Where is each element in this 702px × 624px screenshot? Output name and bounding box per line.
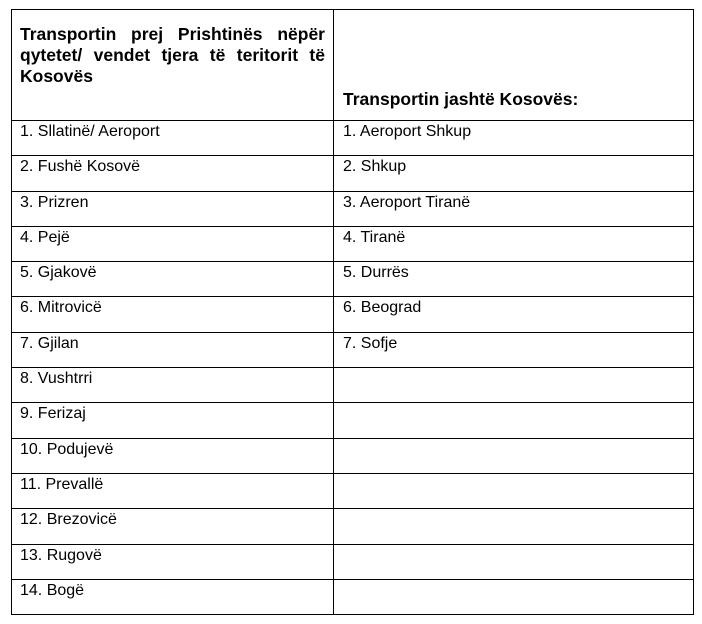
domestic-destination-cell — [12, 579, 334, 614]
table-row — [12, 191, 694, 226]
international-destination-cell — [334, 226, 694, 261]
international-destination — [334, 439, 693, 441]
table-row — [12, 121, 694, 156]
header-cell-right — [334, 10, 694, 121]
international-destination-cell — [334, 156, 694, 191]
table-row — [12, 156, 694, 191]
international-destination — [334, 580, 693, 582]
table-row — [12, 544, 694, 579]
table-row — [12, 579, 694, 614]
international-destination-cell — [334, 438, 694, 473]
international-destination-cell — [334, 544, 694, 579]
table-row — [12, 262, 694, 297]
domestic-destination-cell — [12, 368, 334, 403]
international-destination-cell — [334, 579, 694, 614]
international-destination: 3. Aeroport Tiranë — [343, 193, 471, 211]
domestic-destination-cell — [12, 226, 334, 261]
domestic-destination: 5. Gjakovë — [20, 264, 97, 282]
international-destination: 2. Shkup — [343, 158, 407, 176]
international-destination — [334, 403, 693, 405]
international-destination-cell — [334, 121, 694, 156]
domestic-destination: 14. Bogë — [20, 581, 85, 599]
domestic-destination: 12. Brezovicë — [20, 511, 117, 529]
international-destination: 4. Tiranë — [343, 228, 406, 246]
domestic-destination-cell — [12, 156, 334, 191]
domestic-destination: 6. Mitrovicë — [20, 299, 102, 317]
domestic-destination: 1. Sllatinë/ Aeroport — [20, 123, 160, 140]
domestic-destination: 2. Fushë Kosovë — [20, 158, 141, 176]
domestic-destination-cell — [12, 403, 334, 438]
international-destination: 1. Aeroport Shkup — [343, 123, 472, 140]
table-row — [12, 297, 694, 332]
header-domestic-transport: Transportin prej Prishtinës nëpër qytetet/ vendet tjera të teritorit të Kosovës — [20, 24, 325, 86]
international-destination: 5. Durrës — [343, 264, 409, 282]
domestic-destination: 7. Gjilan — [20, 334, 79, 352]
domestic-destination-cell — [12, 191, 334, 226]
table-row — [12, 332, 694, 367]
domestic-destination: 8. Vushtrri — [20, 370, 93, 388]
international-destination: 7. Sofje — [343, 334, 398, 352]
domestic-destination: 13. Rugovë — [20, 546, 102, 564]
international-destination — [334, 474, 693, 476]
domestic-destination-cell — [12, 297, 334, 332]
domestic-destination: 11. Prevallë — [20, 475, 104, 493]
table-row — [12, 473, 694, 508]
table-row — [12, 509, 694, 544]
table-row — [12, 438, 694, 473]
domestic-destination: 9. Ferizaj — [20, 405, 86, 423]
international-destination: 6. Beograd — [343, 299, 422, 317]
international-destination — [334, 368, 693, 370]
international-destination-cell — [334, 332, 694, 367]
domestic-destination: 4. Pejë — [20, 228, 70, 246]
domestic-destination-cell — [12, 332, 334, 367]
domestic-destination: 10. Podujevë — [20, 440, 114, 458]
table-row — [12, 226, 694, 261]
transport-table — [11, 9, 694, 615]
international-destination-cell — [334, 473, 694, 508]
international-destination — [334, 509, 693, 511]
international-destination — [334, 545, 693, 547]
international-destination-cell — [334, 262, 694, 297]
international-destination-cell — [334, 403, 694, 438]
international-destination-cell — [334, 368, 694, 403]
table-header-row — [12, 10, 694, 121]
domestic-destination-cell — [12, 121, 334, 156]
domestic-destination-cell — [12, 509, 334, 544]
header-cell-left — [12, 10, 334, 121]
domestic-destination-cell — [12, 473, 334, 508]
international-destination-cell — [334, 297, 694, 332]
domestic-destination-cell — [12, 438, 334, 473]
header-international-transport: Transportin jashtë Kosovës: — [343, 89, 579, 109]
domestic-destination-cell — [12, 262, 334, 297]
domestic-destination-cell — [12, 544, 334, 579]
table-row — [12, 368, 694, 403]
table-row — [12, 403, 694, 438]
domestic-destination: 3. Prizren — [20, 193, 89, 211]
international-destination-cell — [334, 191, 694, 226]
international-destination-cell — [334, 509, 694, 544]
